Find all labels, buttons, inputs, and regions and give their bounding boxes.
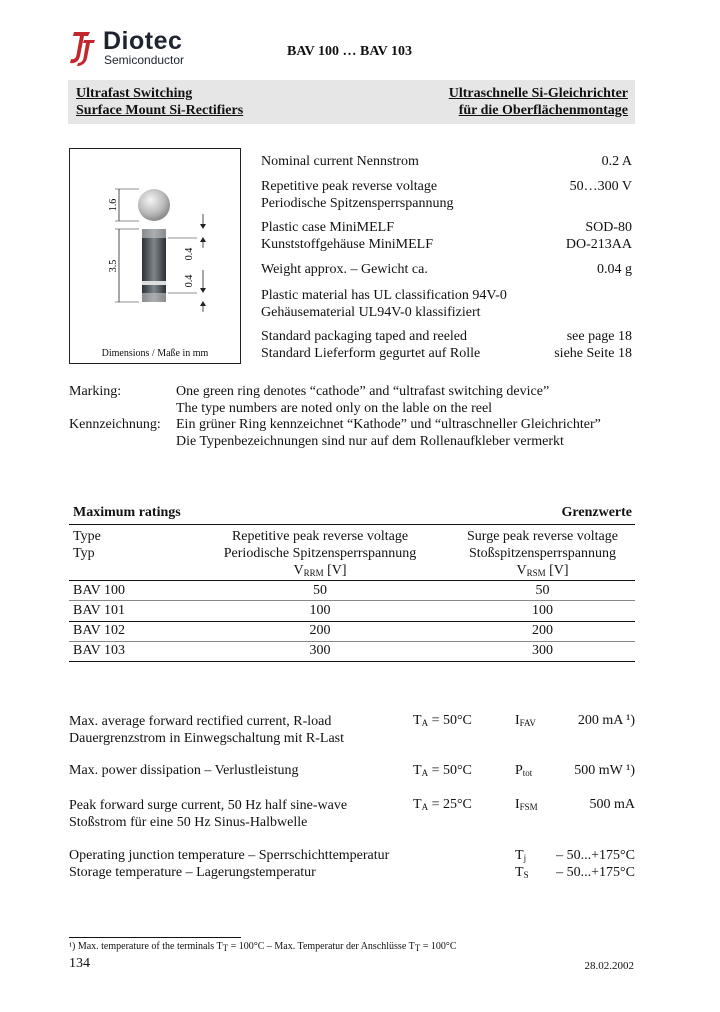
kennzeichnung-label: Kennzeichnung:: [69, 417, 161, 432]
table-rule-header: [69, 580, 635, 581]
col-type-header: Type Typ: [73, 529, 101, 561]
table-cell-vrrm: 50: [313, 583, 327, 598]
spec-nominal-current-value: 0.2 A: [601, 154, 632, 169]
table-cell-vrsm: 300: [532, 643, 553, 658]
dim-label-3-5: 3.5: [108, 259, 119, 273]
diode-body: [142, 229, 166, 302]
table-cell-vrrm: 300: [309, 643, 331, 658]
param-tj-symbol: $T_j$: [515, 848, 527, 863]
table-rule-bottom: [69, 661, 635, 662]
table-cell-vrrm: 200: [309, 623, 331, 638]
table-cell-vrsm: 100: [532, 603, 553, 618]
spec-case: Plastic case MiniMELF Kunststoffgehäuse MiniMELF: [261, 220, 434, 252]
brand-name: Diotec: [103, 27, 183, 55]
document-date: 28.02.2002: [584, 960, 634, 972]
table-cell-vrsm: 50: [535, 583, 550, 598]
param-ifsm-symbol: $I_{FSM}$: [515, 797, 538, 812]
table-cell-vrrm: 100: [309, 603, 331, 618]
param-ptot-cond: $T_A = 50^\circ C$: [413, 763, 472, 778]
minimelf-diagram: [69, 148, 241, 364]
ratings-title-de: Grenzwerte: [561, 505, 632, 520]
footnote: ¹) Max. temperature of the terminals TT = 100°C – Max. Temperatur der Anschlüsse TT = 100°C: [69, 941, 457, 953]
spec-packaging-value: see page 18 siehe Seite 18: [554, 329, 632, 361]
param-ifav-cond: $T_A = 50^\circ C$: [413, 713, 472, 728]
spec-weight-value: 0.04 g: [597, 262, 632, 277]
table-row-type: BAV 103: [73, 643, 126, 658]
param-ts-desc: Storage temperature – Lagerungstemperatur: [69, 865, 316, 880]
param-tj-desc: Operating junction temperature – Sperrschichttemperatur: [69, 848, 390, 863]
param-ptot-desc: Max. power dissipation – Verlustleistung: [69, 763, 299, 778]
diotec-logo-icon: [68, 28, 98, 68]
param-ts-value: – 50...+175°C: [556, 865, 635, 880]
param-tj-value: – 50...+175°C: [556, 848, 635, 863]
marking-text-de: Ein grüner Ring kennzeichnet “Kathode” und “ultraschneller Gleichrichter” Die Typenbezeichnungen sind nur auf dem Rollenaufkleber vermerkt: [176, 417, 601, 449]
spec-ul-class: Plastic material has UL classification 94V-0 Gehäusematerial UL94V-0 klassifiziert: [261, 288, 507, 320]
table-row-type: BAV 101: [73, 603, 126, 618]
spec-nominal-current: Nominal current Nennstrom: [261, 154, 419, 169]
spec-weight: Weight approx. – Gewicht ca.: [261, 262, 428, 277]
spec-case-value: SOD-80 DO-213AA: [565, 220, 632, 252]
param-ptot-value: 500 mW ¹): [574, 763, 635, 778]
spec-packaging: Standard packaging taped and reeled Standard Lieferform gegurtet auf Rolle: [261, 329, 481, 361]
marking-label: Marking:: [69, 384, 122, 399]
param-ifsm-desc: Peak forward surge current, 50 Hz half sine-wave Stoßstrom für eine 50 Hz Sinus-Halbwelle: [69, 798, 348, 830]
footnote-rule: [69, 937, 241, 938]
spec-rev-voltage: Repetitive peak reverse voltage Periodische Spitzensperrspannung: [261, 179, 454, 211]
table-row-type: BAV 102: [73, 623, 126, 638]
param-ifav-symbol: $I_{FAV}$: [515, 713, 536, 728]
end-view-icon: [138, 189, 170, 221]
document-title: BAV 100 … BAV 103: [287, 44, 413, 59]
dim-label-0-4-a: 0.4: [184, 247, 195, 261]
param-ifsm-cond: $T_A = 25^\circ C$: [413, 797, 472, 812]
param-ptot-symbol: $P_{tot}$: [515, 763, 533, 778]
col-vrsm-header: Surge peak reverse voltage Stoßspitzensperrspannung $V_{RSM}$ [V]: [467, 529, 618, 578]
col-vrrm-header: Repetitive peak reverse voltage Periodische Spitzensperrspannung $V_{RRM}$ [V]: [223, 529, 417, 578]
param-ifav-value: 200 mA ¹): [577, 713, 635, 728]
cathode-ring: [142, 281, 166, 285]
ratings-title-en: Maximum ratings: [73, 505, 181, 520]
table-cell-vrsm: 200: [532, 623, 553, 638]
dim-label-1-6: 1.6: [108, 198, 119, 212]
banner-title-en: Ultrafast Switching Surface Mount Si-Rectifiers: [76, 86, 244, 118]
spec-rev-voltage-value: 50…300 V: [569, 179, 632, 194]
table-row-type: BAV 100: [73, 583, 126, 598]
figure-caption: Dimensions / Maße in mm: [101, 348, 209, 359]
banner-title-de: Ultraschnelle Si-Gleichrichter für die Oberflächenmontage: [448, 86, 628, 118]
param-ifav-desc: Max. average forward rectified current, R-load Dauergrenzstrom in Einwegschaltung mit R-Last: [69, 714, 345, 746]
dim-label-0-4-b: 0.4: [184, 274, 195, 288]
param-ts-symbol: $T_S$: [515, 865, 529, 880]
brand-subtitle: Semiconductor: [104, 53, 185, 67]
page-number: 134: [69, 956, 90, 971]
table-rule-top: [69, 524, 635, 525]
param-ifsm-value: 500 mA: [589, 797, 635, 812]
marking-text-en: One green ring denotes “cathode” and “ultrafast switching device” The type numbers are noted only on the lable on the reel: [176, 384, 550, 416]
